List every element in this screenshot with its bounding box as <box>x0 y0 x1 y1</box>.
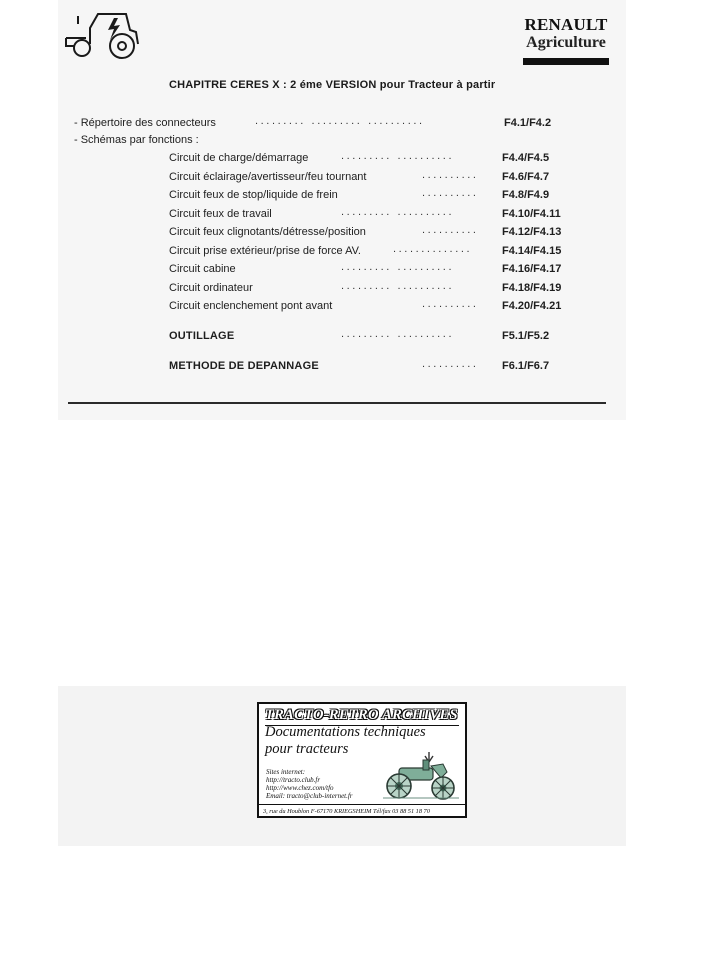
toc-label: Circuit feux clignotants/détresse/position <box>169 226 366 238</box>
toc-dots: ......... .......... <box>341 328 455 340</box>
toc-dots: ......... .......... <box>341 261 455 273</box>
toc-ref: F4.1/F4.2 <box>504 117 552 129</box>
toc-ref: F4.16/F4.17 <box>502 263 562 275</box>
toc-label: Circuit ordinateur <box>169 282 253 294</box>
toc-dots: ......... .......... <box>341 150 455 162</box>
toc-ref: F4.18/F4.19 <box>502 282 562 294</box>
toc-label: METHODE DE DEPANNAGE <box>169 360 319 372</box>
toc-dots: .............. <box>393 243 473 255</box>
toc-ref: F4.6/F4.7 <box>502 171 550 183</box>
stamp-site-1: http://tracto.club.fr <box>266 776 321 784</box>
toc-ref: F4.10/F4.11 <box>502 208 561 220</box>
toc-dots: ......... .......... <box>341 280 455 292</box>
brand-bar <box>523 58 609 65</box>
toc-label: - Schémas par fonctions : <box>74 134 199 146</box>
toc-dots: .......... <box>422 169 479 181</box>
archive-stamp <box>257 702 467 818</box>
toc-ref: F4.14/F4.15 <box>502 245 562 257</box>
brand-name: RENAULT <box>524 15 608 34</box>
stamp-address: 3, rue du Houblon F-67170 KRIEGSHEIM Tél/fax 03 88 51 18 70 <box>263 808 430 815</box>
toc-dots: ......... ......... .......... <box>255 115 425 127</box>
toc-label: - Répertoire des connecteurs <box>74 117 216 129</box>
toc-label: Circuit prise extérieur/prise de force AV. <box>169 245 361 257</box>
toc-label: Circuit feux de stop/liquide de frein <box>169 189 338 201</box>
toc-ref: F4.8/F4.9 <box>502 189 550 201</box>
section-divider <box>68 402 606 404</box>
toc-label: Circuit éclairage/avertisseur/feu tournant <box>169 171 367 183</box>
toc-label: Circuit de charge/démarrage <box>169 152 309 164</box>
tractor-logo-icon <box>60 8 142 62</box>
stamp-title: TRACTO-RETRO ARCHIVES <box>265 707 458 723</box>
toc-ref: F4.12/F4.13 <box>502 226 562 238</box>
chapter-heading: CHAPITRE CERES X : 2 éme VERSION pour Tracteur à partir <box>169 79 496 91</box>
stamp-email: Email: tracto@club-internet.fr <box>266 792 353 800</box>
brand-sub: Agriculture <box>526 34 606 51</box>
stamp-site-2: http://www.chez.com/tfo <box>266 784 334 792</box>
toc-dots: .......... <box>422 358 479 370</box>
vintage-tractor-icon <box>381 750 461 802</box>
stamp-sites-label: Sites internet: <box>266 768 306 776</box>
stamp-line-1: Documentations techniques <box>265 724 426 740</box>
toc-ref: F4.4/F4.5 <box>502 152 550 164</box>
toc-dots: .......... <box>422 187 479 199</box>
toc-dots: .......... <box>422 298 479 310</box>
toc-ref: F6.1/F6.7 <box>502 360 550 372</box>
toc-ref: F5.1/F5.2 <box>502 330 550 342</box>
toc-ref: F4.20/F4.21 <box>502 300 562 312</box>
brand-logo <box>516 16 616 65</box>
toc-label: Circuit enclenchement pont avant <box>169 300 333 312</box>
toc-dots: ......... .......... <box>341 206 455 218</box>
toc-label: OUTILLAGE <box>169 330 235 342</box>
stamp-footer-rule <box>259 804 465 805</box>
stamp-line-2: pour tracteurs <box>265 741 349 757</box>
toc-label: Circuit feux de travail <box>169 208 272 220</box>
toc-dots: .......... <box>422 224 479 236</box>
toc-label: Circuit cabine <box>169 263 236 275</box>
